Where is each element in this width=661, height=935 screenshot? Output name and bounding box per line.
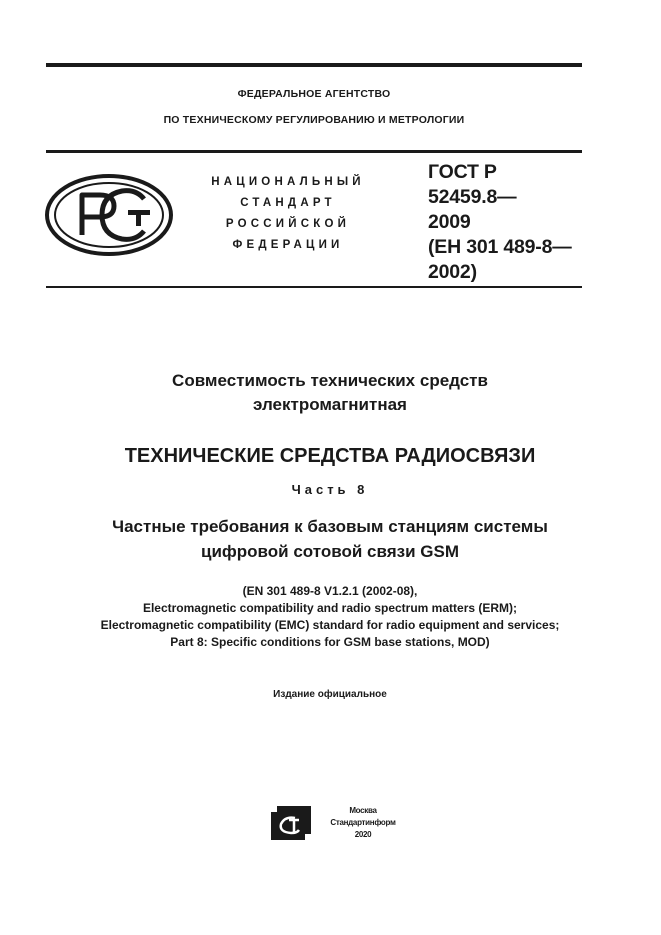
national-standard-line: РОССИЙСКОЙ	[225, 218, 351, 230]
publisher-imprint	[318, 805, 408, 841]
en-reference-line: (EN 301 489-8 V1.2.1 (2002-08),	[242, 584, 418, 598]
publisher-logo	[271, 806, 311, 840]
subject-line: Совместимость технических средств	[172, 371, 488, 390]
subtitle-line: Частные требования к базовым станциям системы	[112, 517, 548, 536]
designation-rule	[46, 286, 582, 288]
publisher-city: Москва	[349, 806, 377, 815]
subject-line: электромагнитная	[253, 395, 407, 414]
document-title: ТЕХНИЧЕСКИЕ СРЕДСТВА РАДИОСВЯЗИ	[124, 445, 536, 467]
edition-label: Издание официальное	[273, 689, 387, 700]
en-reference-line: Electromagnetic compatibility (EMC) standard for radio equipment and services;	[100, 618, 560, 632]
part-label: Часть 8	[291, 482, 369, 497]
designation-line: 52459.8—	[428, 186, 517, 208]
national-standard-line: НАЦИОНАЛЬНЫЙ	[211, 176, 365, 188]
document-subtitle	[30, 514, 630, 564]
publisher-year: 2020	[354, 830, 372, 839]
agency-name-line-2: ПО ТЕХНИЧЕСКОМУ РЕГУЛИРОВАНИЮ И МЕТРОЛОГИИ	[163, 114, 465, 126]
en-reference-line: Electromagnetic compatibility and radio spectrum matters (ERM);	[142, 601, 518, 615]
national-standard-caption	[196, 172, 380, 256]
document-subject	[30, 369, 630, 417]
standard-designation	[428, 160, 598, 285]
designation-line: 2002)	[428, 261, 477, 283]
en-reference-line: Part 8: Specific conditions for GSM base stations, MOD)	[170, 635, 490, 649]
publisher-name: Стандартинформ	[330, 818, 396, 827]
rst-certification-logo	[44, 173, 174, 257]
agency-name-line-1: ФЕДЕРАЛЬНОЕ АГЕНТСТВО	[237, 88, 391, 100]
subtitle-line: цифровой сотовой связи GSM	[201, 542, 459, 561]
en-reference	[30, 583, 630, 651]
header-rule	[46, 150, 582, 153]
national-standard-line: ФЕДЕРАЦИИ	[232, 239, 344, 251]
top-rule	[46, 63, 582, 67]
national-standard-line: СТАНДАРТ	[240, 197, 336, 209]
designation-line: 2009	[428, 211, 471, 233]
designation-line: (ЕН 301 489-8—	[428, 236, 572, 258]
designation-line: ГОСТ Р	[428, 161, 497, 183]
